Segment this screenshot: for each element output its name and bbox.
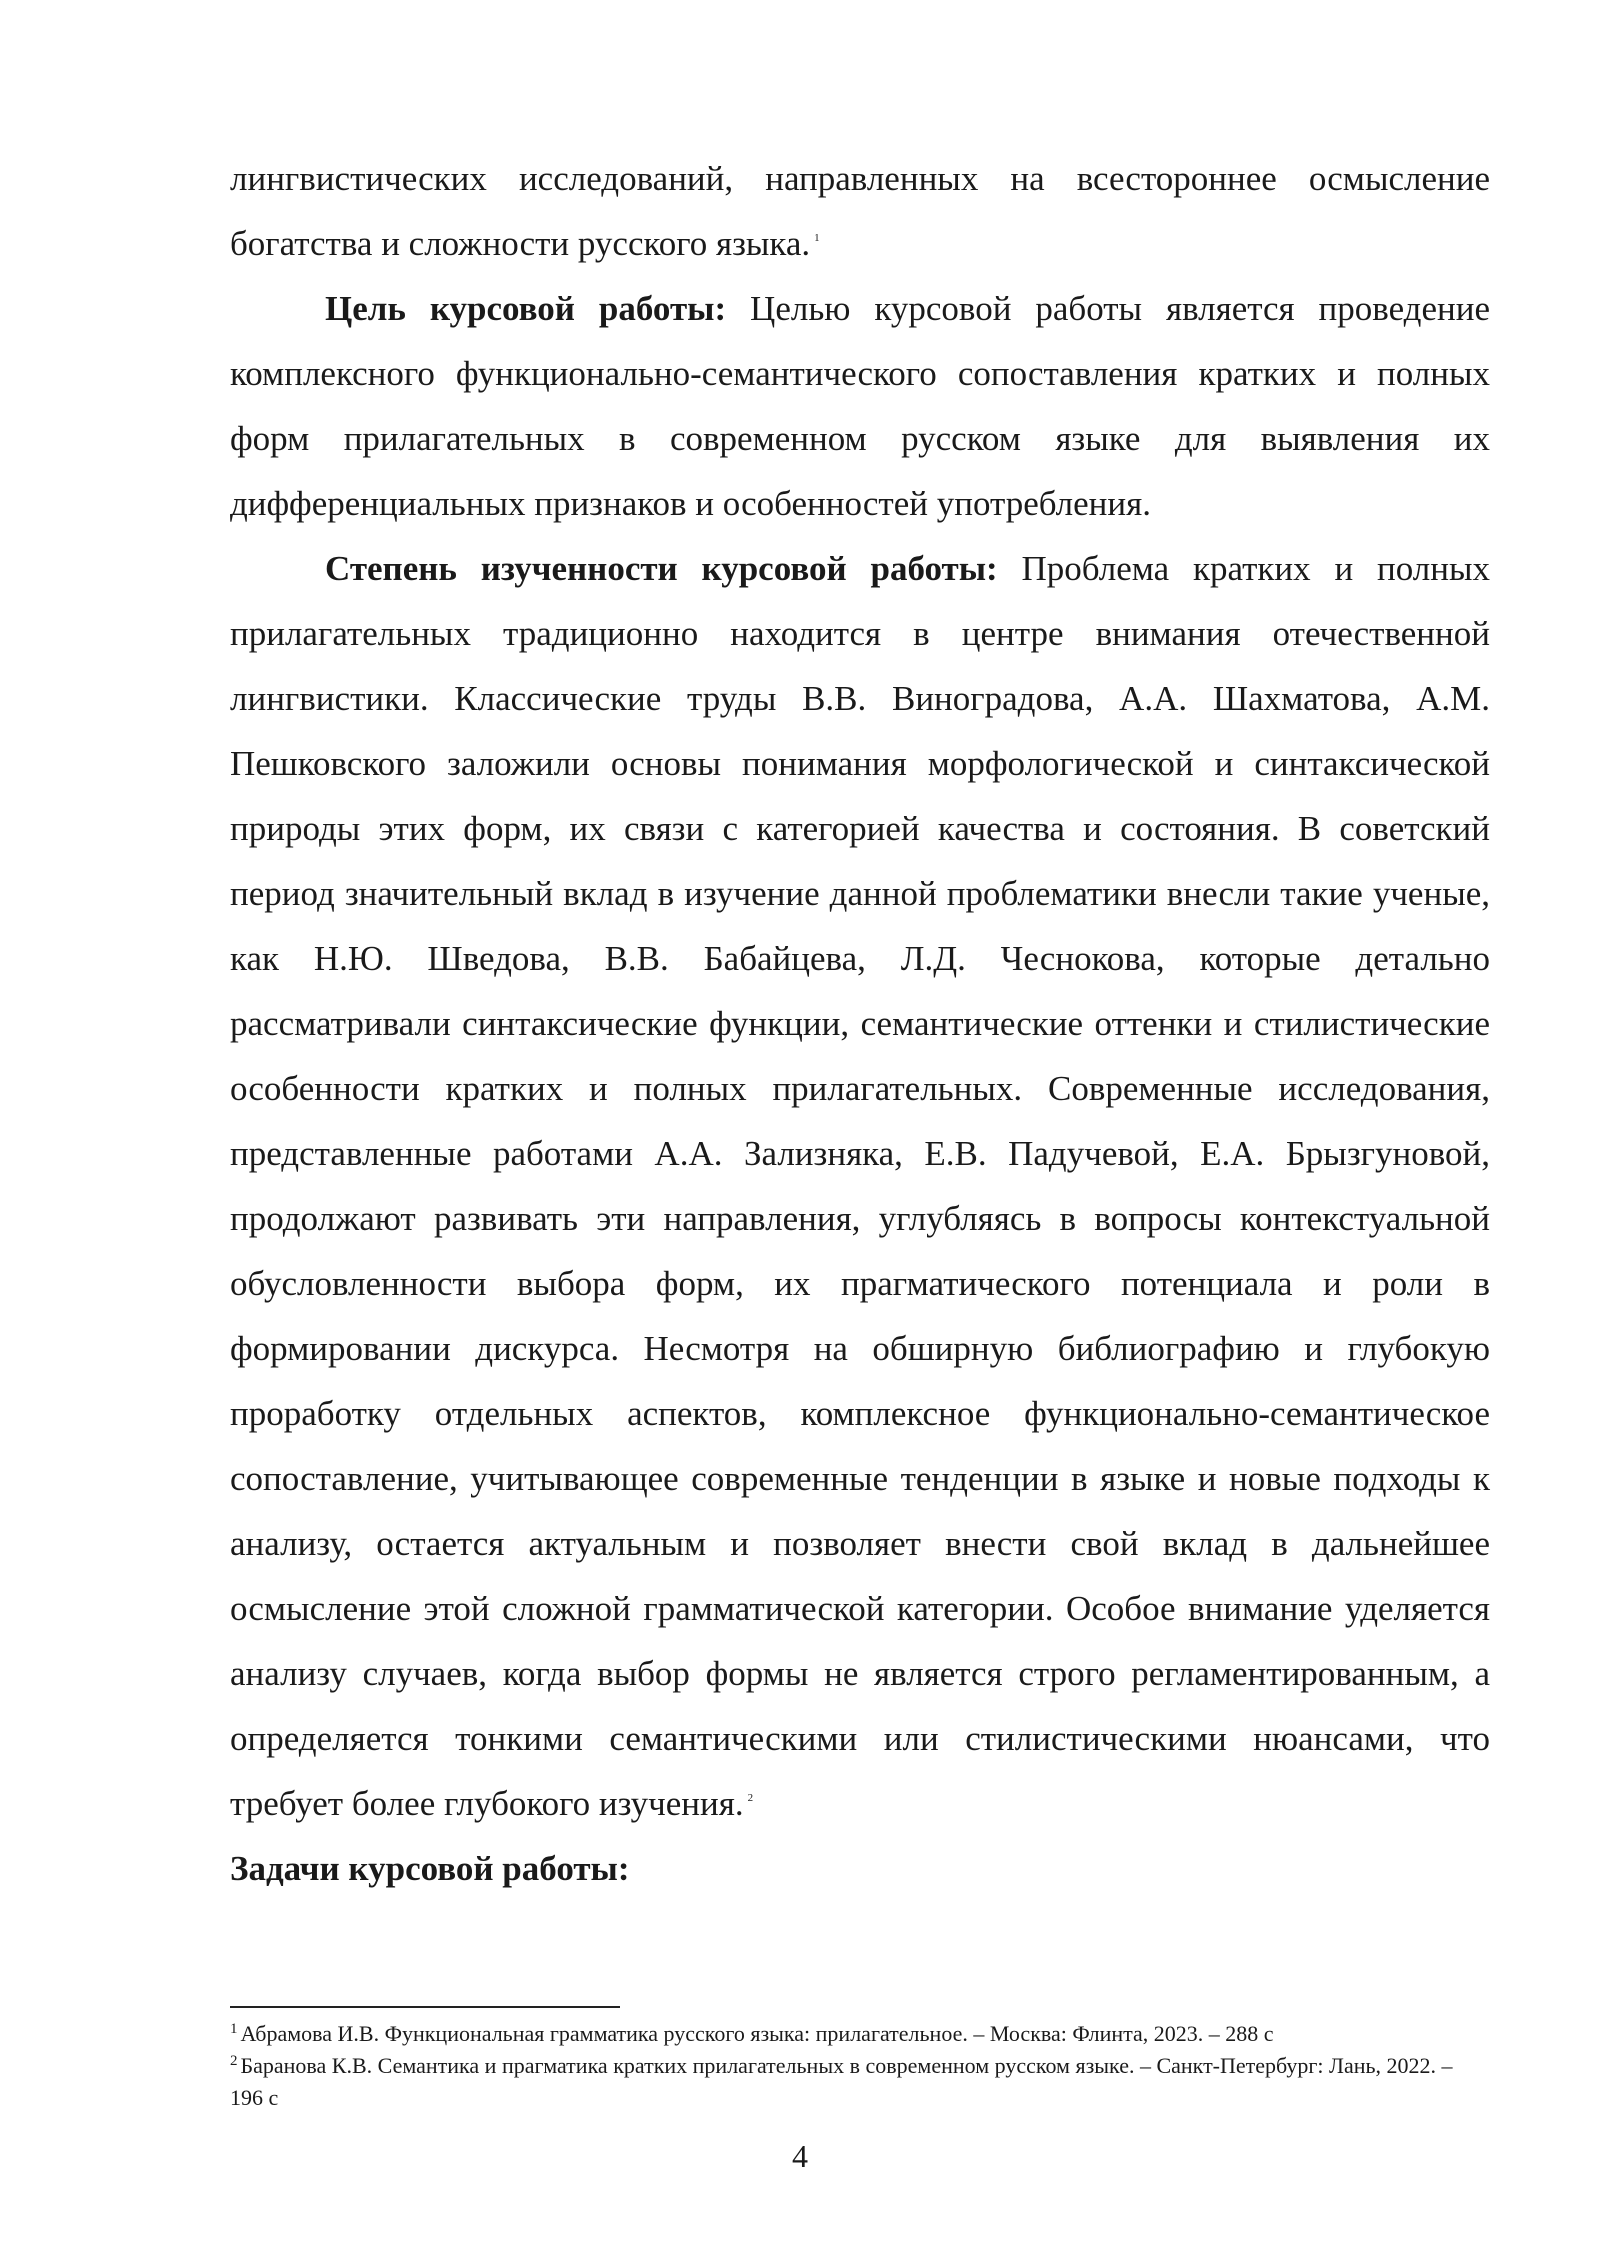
footnote-item <box>230 2050 1490 2114</box>
body-text <box>230 146 1490 1901</box>
paragraph-degree-of-study <box>230 536 1490 1836</box>
tasks-heading: Задачи курсовой работы: <box>230 1849 630 1888</box>
goal-label: Цель курсовой работы: <box>325 289 727 328</box>
footnote-ref: 1 <box>814 232 820 244</box>
footnote-text: Баранова К.В. Семантика и прагматика кратких прилагательных в современном русском языке. – Санкт-Петербург: Лань, 2022. – 196 с <box>230 2053 1453 2110</box>
footnotes <box>230 2018 1490 2114</box>
footnote-number: 1 <box>230 2021 238 2037</box>
paragraph-goal <box>230 276 1490 536</box>
degree-text: Проблема кратких и полных прилагательных традиционно находится в центре внимания отечественной лингвистики. Классические труды В.В. Виноградова, А.А. Шахматова, А.М. Пешковского заложили основы понимания морфологической и синтаксической природы этих форм, их связи с категорией качества и состояния. В советский период значительный вклад в изучение данной проблематики внесли такие ученые, как Н.Ю. Шведова, В.В. Бабайцева, Л.Д. Чеснокова, которые детально рассматривали синтаксические функции, семантические оттенки и стилистические особенности кратких и полных прилагательных. Современные исследования, представленные работами А.А. Зализняка, Е.В. Падучевой, Е.А. Брызгуновой, продолжают развивать эти направления, углубляясь в вопросы контекстуальной обусловленности выбора форм, их прагматического потенциала и роли в формировании дискурса. Несмотря на обширную библиографию и глубокую проработку отдельных аспектов, комплексное функционально-семантическое сопоставление, учитывающее современные тенденции в языке и новые подходы к анализу, остается актуальным и позволяет внести свой вклад в дальнейшее осмысление этой сложной грамматической категории. Особое внимание уделяется анализу случаев, когда выбор формы не является строго регламентированным, а определяется тонкими семантическими или стилистическими нюансами, что требует более глубокого изучения. <box>230 549 1490 1823</box>
paragraph-continuation <box>230 146 1490 276</box>
footnote-ref: 2 <box>747 1792 754 1804</box>
footnote-number: 2 <box>230 2053 238 2069</box>
footnote-text: Абрамова И.В. Функциональная грамматика русского языка: прилагательное. – Москва: Флинта, 2023. – 288 с <box>240 2021 1274 2046</box>
paragraph-text: лингвистических исследований, направленных на всестороннее осмысление богатства и сложности русского языка. <box>230 159 1490 263</box>
goal-text: Целью курсовой работы является проведение комплексного функционально-семантического сопоставления кратких и полных форм прилагательных в современном русском языке для выявления их дифференциальных признаков и особенностей употребления. <box>230 289 1491 523</box>
page-number: 4 <box>792 2138 808 2174</box>
footnote-item <box>230 2018 1490 2050</box>
footnote-separator <box>230 2006 620 2008</box>
degree-label: Степень изученности курсовой работы: <box>325 549 998 588</box>
